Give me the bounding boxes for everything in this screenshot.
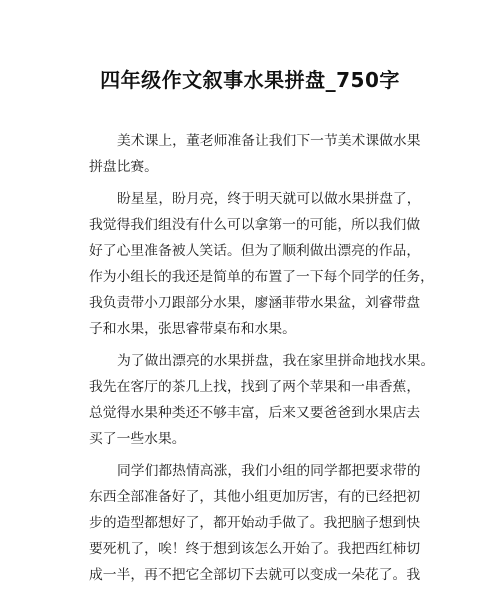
paragraph — [89, 348, 435, 452]
document-title: 四年级作文叙事水果拼盘_750字 — [100, 68, 400, 92]
text-line: 我觉得我们组没有什么可以拿第一的可能，所以我们做 — [89, 217, 421, 233]
text-line: 成一半，再不把它全部切下去就可以变成一朵花了。我 — [89, 567, 421, 583]
text-line: 同学们都热情高涨，我们小组的同学都把要求带的 — [117, 463, 421, 479]
text-line: 好了心里准备被人笑话。但为了顺利做出漂亮的作品， — [89, 243, 421, 259]
paragraph — [89, 128, 419, 180]
text-line: 总觉得水果种类还不够丰富，后来又要爸爸到水果店去 — [89, 405, 421, 421]
text-line: 子和水果，张思睿带桌布和水果。 — [89, 321, 296, 337]
text-line: 东西全部准备好了，其他小组更加厉害，有的已经把初 — [89, 489, 421, 505]
paragraph — [89, 186, 434, 342]
document-body — [89, 128, 435, 594]
text-line: 美术课上，董老师准备让我们下一节美术课做水果 — [117, 133, 421, 149]
text-line: 盼星星，盼月亮，终于明天就可以做水果拼盘了， — [117, 191, 421, 207]
text-line: 买了一些水果。 — [89, 431, 186, 447]
text-line: 要死机了，唉！终于想到该怎么开始了。我把西红柿切 — [89, 541, 421, 557]
text-line: 我负责带小刀跟部分水果，廖涵菲带水果盆，刘睿带盘 — [89, 295, 421, 311]
text-line: 为了做出漂亮的水果拼盘，我在家里拼命地找水果。 — [117, 353, 435, 369]
text-line: 拼盘比赛。 — [89, 159, 158, 175]
paragraph — [89, 458, 419, 588]
text-line: 我先在客厅的茶几上找，找到了两个苹果和一串香蕉， — [89, 379, 421, 395]
text-line: 步的造型都想好了，都开始动手做了。我把脑子想到快 — [89, 515, 421, 531]
text-line: 作为小组长的我还是简单的布置了一下每个同学的任务， — [89, 269, 434, 285]
